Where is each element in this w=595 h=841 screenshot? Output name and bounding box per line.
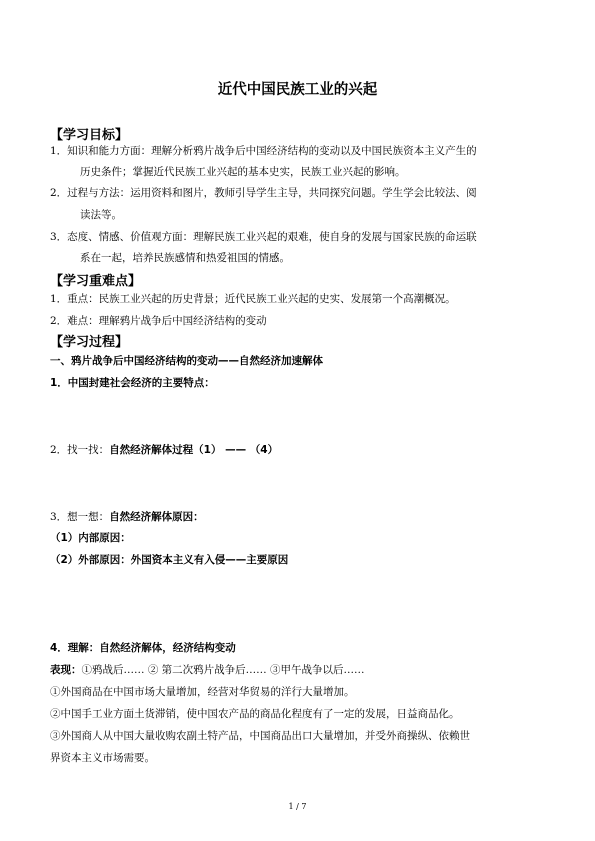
question-3-external: （2）外部原因：外国资本主义有入侵——主要原因 xyxy=(50,554,289,566)
objective-1-line-2: 历史条件；掌握近代民族工业兴起的基本史实，民族工业兴起的影响。 xyxy=(80,166,406,178)
objective-2-line-2: 读法等。 xyxy=(80,209,122,221)
question-1: 1．中国封建社会经济的主要特点： xyxy=(50,377,215,389)
question-3-text: 自然经济解体原因： xyxy=(109,511,204,523)
question-2-prefix: 2．找一找： xyxy=(50,444,110,456)
point-1: ①外国商品在中国市场大量增加，经营对华贸易的洋行大量增加。 xyxy=(50,686,355,698)
objective-3-line-2: 系在一起，培养民族感情和热爱祖国的情感。 xyxy=(80,252,290,264)
manifestation-line xyxy=(50,663,365,677)
document-title: 近代中国民族工业的兴起 xyxy=(217,82,378,98)
objectives-heading: 【学习目标】 xyxy=(50,128,129,143)
point-3-line-2: 界资本主义市场需要。 xyxy=(50,752,155,764)
section-1-heading: 一、鸦片战争后中国经济结构的变动——自然经济加速解体 xyxy=(50,355,323,367)
process-heading: 【学习过程】 xyxy=(50,335,129,350)
objective-1-line-1: 1．知识和能力方面：理解分析鸦片战争后中国经济结构的变动以及中国民族资本主义产生的 xyxy=(50,145,477,157)
page-number: 1 / 7 xyxy=(288,802,307,811)
point-3-line-1: ③外国商人从中国大量收购农副土特产品，中国商品出口大量增加，并受外商操纵、依赖世 xyxy=(50,730,470,742)
question-3-prefix: 3．想一想： xyxy=(50,511,110,523)
keypoint-1: 1．重点：民族工业兴起的历史背景；近代民族工业兴起的史实、发展第一个高潮概况。 xyxy=(50,293,456,305)
question-3-internal: （1）内部原因： xyxy=(50,532,131,544)
keypoint-2: 2．难点：理解鸦片战争后中国经济结构的变动 xyxy=(50,315,267,327)
question-4: 4．理解：自然经济解体，经济结构变动 xyxy=(50,642,236,654)
objective-2-line-1: 2．过程与方法：运用资料和图片，教师引导学生主导，共同探究问题。学生学会比较法、阅 xyxy=(50,187,477,199)
objective-3-line-1: 3．态度、情感、价值观方面：理解民族工业兴起的艰难，使自身的发展与国家民族的命运联 xyxy=(50,231,477,243)
manifestation-label: 表现： xyxy=(50,664,82,676)
question-2 xyxy=(50,443,278,457)
manifestation-text: ①鸦战后…… ② 第二次鸦片战争后…… ③甲午战争以后…… xyxy=(81,664,365,676)
point-2: ②中国手工业方面土货滞销，使中国农产品的商品化程度有了一定的发展，日益商品化。 xyxy=(50,708,460,720)
question-3 xyxy=(50,510,204,524)
keypoints-heading: 【学习重难点】 xyxy=(50,274,142,289)
question-2-text: 自然经济解体过程（1） —— （4） xyxy=(109,444,279,456)
